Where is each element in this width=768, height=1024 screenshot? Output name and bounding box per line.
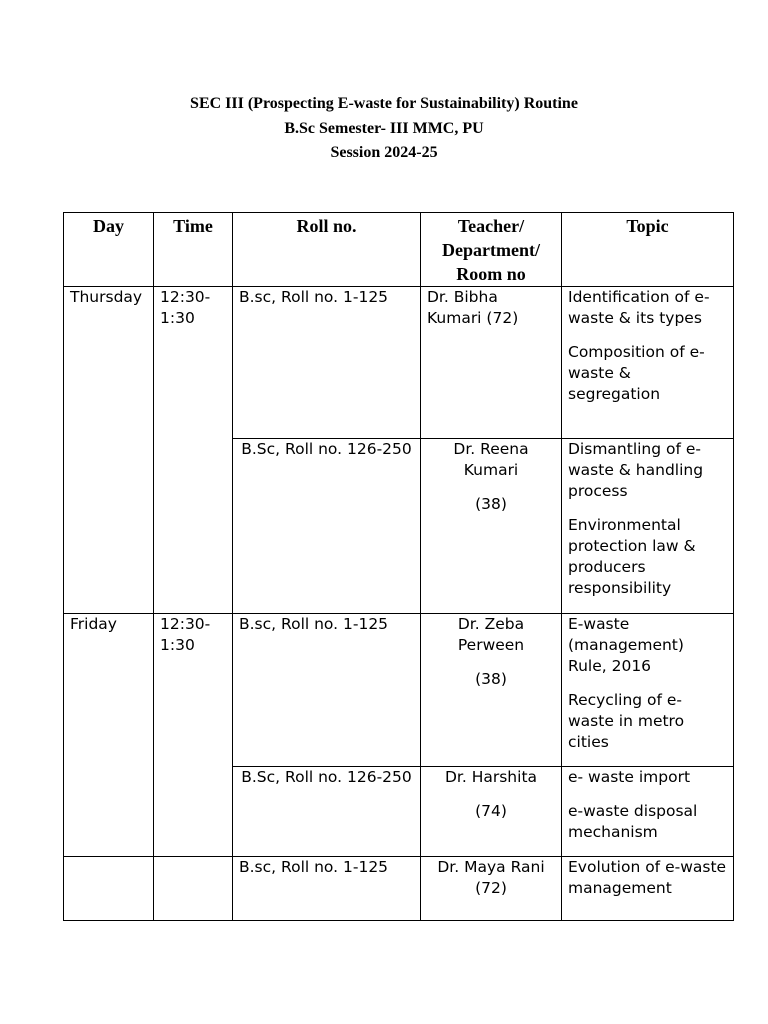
teacher-cell [421, 614, 562, 767]
topic-item: E-waste (management) Rule, 2016 [568, 615, 684, 675]
topic-item: Environmental protection law & producers responsibility [568, 516, 696, 597]
topic-item: e- waste import [568, 768, 691, 786]
routine-table [63, 212, 734, 921]
teacher-name: Dr. Bibha Kumari (72) [427, 288, 519, 327]
table-row [64, 287, 734, 439]
roll-cell: B.sc, Roll no. 1-125 [233, 857, 421, 921]
room-number: (74) [475, 802, 507, 820]
column-header-teacher: Teacher/ Department/ Room no [421, 213, 562, 287]
column-header-time: Time [154, 213, 233, 287]
teacher-cell [421, 287, 562, 439]
topic-item: Recycling of e-waste in metro cities [568, 691, 685, 751]
topic-cell [562, 287, 734, 439]
column-header-topic: Topic [562, 213, 734, 287]
time-cell [154, 857, 233, 921]
topic-item: e-waste disposal mechanism [568, 802, 698, 841]
day-cell [64, 857, 154, 921]
topic-cell [562, 614, 734, 767]
column-header-day: Day [64, 213, 154, 287]
roll-cell: B.Sc, Roll no. 126-250 [233, 767, 421, 857]
time-cell: 12:30-1:30 [154, 287, 233, 614]
time-cell: 12:30-1:30 [154, 614, 233, 857]
topic-item: Identification of e-waste & its types [568, 288, 710, 327]
topic-cell [562, 767, 734, 857]
table-row [64, 614, 734, 767]
room-number: (38) [475, 670, 507, 688]
document-title: SEC III (Prospecting E-waste for Sustainability) Routine [190, 95, 578, 112]
teacher-cell [421, 857, 562, 921]
day-cell: Thursday [64, 287, 154, 614]
roll-cell: B.sc, Roll no. 1-125 [233, 287, 421, 439]
topic-item: Composition of e-waste & segregation [568, 343, 705, 403]
day-cell: Friday [64, 614, 154, 857]
room-number: (38) [475, 495, 507, 513]
roll-cell: B.sc, Roll no. 1-125 [233, 614, 421, 767]
teacher-name: Dr. Maya Rani (72) [437, 858, 545, 897]
topic-item: Evolution of e-waste management [568, 858, 727, 897]
teacher-name: Dr. Zeba Perween [457, 615, 525, 654]
topic-cell [562, 439, 734, 614]
table-row [64, 857, 734, 921]
topic-item: Dismantling of e-waste & handling process [568, 440, 704, 500]
column-header-roll: Roll no. [233, 213, 421, 287]
roll-cell: B.Sc, Roll no. 126-250 [233, 439, 421, 614]
topic-cell [562, 857, 734, 921]
session-label: Session 2024-25 [330, 144, 438, 161]
table-header-row [64, 213, 734, 287]
teacher-name: Dr. Reena Kumari [453, 440, 529, 479]
document-subtitle: B.Sc Semester- III MMC, PU [284, 120, 484, 137]
teacher-cell [421, 767, 562, 857]
teacher-name: Dr. Harshita [444, 768, 538, 786]
teacher-cell [421, 439, 562, 614]
